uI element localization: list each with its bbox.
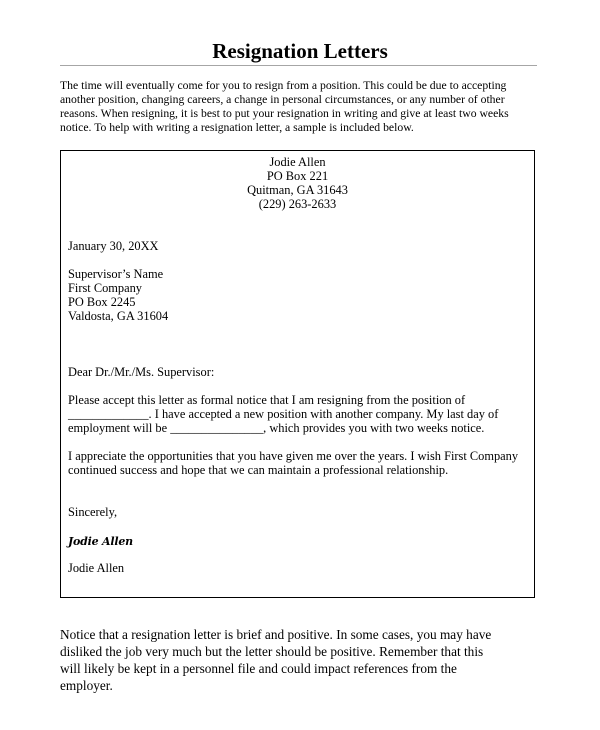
sender-address-line1: PO Box 221 xyxy=(266,169,329,183)
recipient-title: Supervisor’s Name xyxy=(68,267,164,281)
body-paragraph-1-line: _____________. I have accepted a new position with another company. My last day of xyxy=(68,407,499,421)
closing: Sincerely, xyxy=(68,505,118,519)
body-paragraph-1-line: Please accept this letter as formal notice that I am resigning from the position of xyxy=(68,393,466,407)
notice-line: disliked the job very much but the letter should be positive. Remember that this xyxy=(60,644,484,659)
letter-date: January 30, 20XX xyxy=(68,239,159,253)
sender-phone: (229) 263-2633 xyxy=(258,197,337,211)
intro-paragraph xyxy=(60,79,540,135)
notice-line: employer. xyxy=(60,678,113,693)
sample-letter xyxy=(60,150,535,598)
typed-name: Jodie Allen xyxy=(68,561,125,575)
intro-line: reasons. When resigning, it is best to put your resignation in writing and give at least two weeks xyxy=(60,107,509,120)
notice-line: Notice that a resignation letter is brief and positive. In some cases, you may have xyxy=(60,627,492,642)
title-divider xyxy=(60,65,537,66)
sender-address-line2: Quitman, GA 31643 xyxy=(247,183,348,197)
notice-paragraph xyxy=(60,626,540,694)
body-paragraph-1-line: employment will be _______________, which provides you with two weeks notice. xyxy=(68,421,485,435)
intro-line: The time will eventually come for you to resign from a position. This could be due to accepting xyxy=(60,79,507,92)
intro-line: another position, changing careers, a change in personal circumstances, or any number of other xyxy=(60,93,505,106)
salutation: Dear Dr./Mr./Ms. Supervisor: xyxy=(68,365,215,379)
sender-name: Jodie Allen xyxy=(269,155,326,169)
body-paragraph-2-line: continued success and hope that we can maintain a professional relationship. xyxy=(68,463,449,477)
handwritten-signature: Jodie Allen xyxy=(68,535,133,548)
recipient-address-line1: PO Box 2245 xyxy=(68,295,136,309)
notice-line: will likely be kept in a personnel file and could impact references from the xyxy=(60,661,457,676)
page-title: Resignation Letters xyxy=(212,39,388,63)
intro-line: notice. To help with writing a resignation letter, a sample is included below. xyxy=(60,121,414,134)
body-paragraph-2-line: I appreciate the opportunities that you have given me over the years. I wish First Company xyxy=(68,449,519,463)
recipient-company: First Company xyxy=(68,281,143,295)
recipient-address-line2: Valdosta, GA 31604 xyxy=(68,309,169,323)
